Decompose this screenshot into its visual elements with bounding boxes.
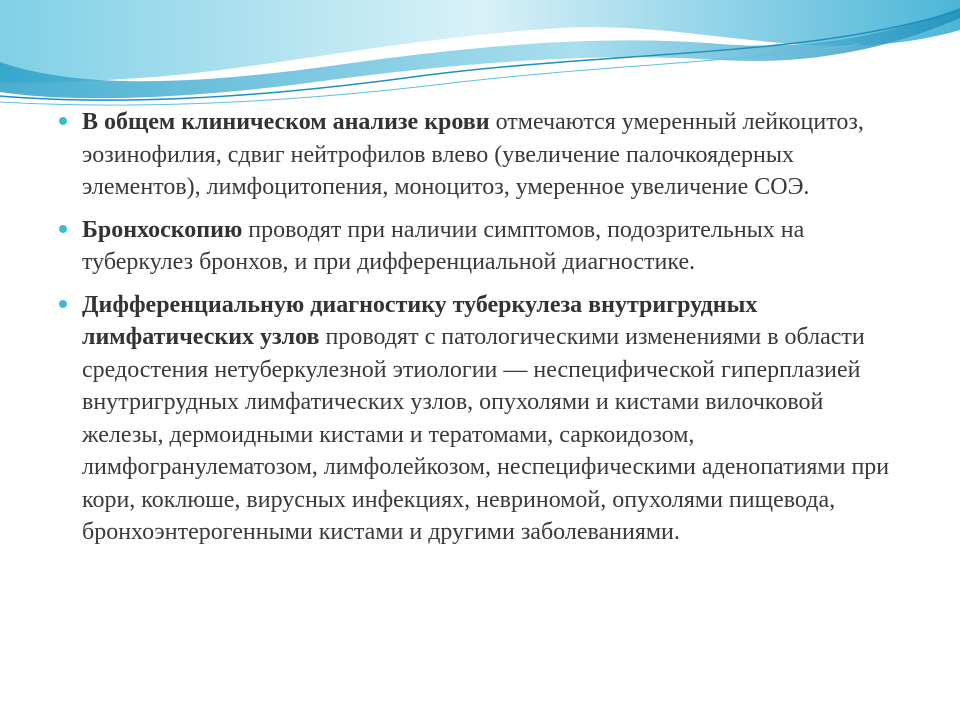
bullet-text: проводят при наличии симптомов, подозрительных на туберкулез бронхов, и при дифференциальной диагностике.: [82, 216, 805, 275]
bullet-item-bronchoscopy: [56, 214, 906, 279]
bullet-list: [56, 106, 906, 559]
wave-header-decoration: [0, 0, 960, 120]
bullet-dot-icon: [59, 117, 67, 125]
bullet-dot-icon: [59, 225, 67, 233]
bullet-bold-text: Бронхоскопию: [82, 216, 243, 243]
bullet-dot-icon: [59, 300, 67, 308]
bullet-item-blood-analysis: [56, 106, 906, 204]
bullet-bold-text: Дифференциальную диагностику туберкулеза внутригрудных лимфатических узлов: [82, 291, 758, 350]
bullet-text: отмечаются умеренный лейкоцитоз, эозинофилия, сдвиг нейтрофилов влево (увеличение палочкоядерных элементов), лимфоцитопения, моноцитоз, умеренное увеличение СОЭ.: [82, 109, 864, 200]
bullet-bold-text: В общем клиническом анализе крови: [82, 109, 490, 135]
bullet-item-differential-diagnosis: [56, 289, 906, 549]
bullet-text: проводят с патологическими изменениями в области средостения нетуберкулезной этиологии — неспецифической гиперплазией внутригрудных лимфатических узлов, опухолями и кистами вилочковой железы, дермоидными кистами и тератомами, саркоидозом, лимфогранулематозом, лимфолейкозом, неспецифическими аденопатиями при кори, коклюше, вирусных инфекциях, невриномой, опухолями пищевода, бронхоэнтерогенными кистами и другими заболеваниями.: [82, 324, 890, 545]
